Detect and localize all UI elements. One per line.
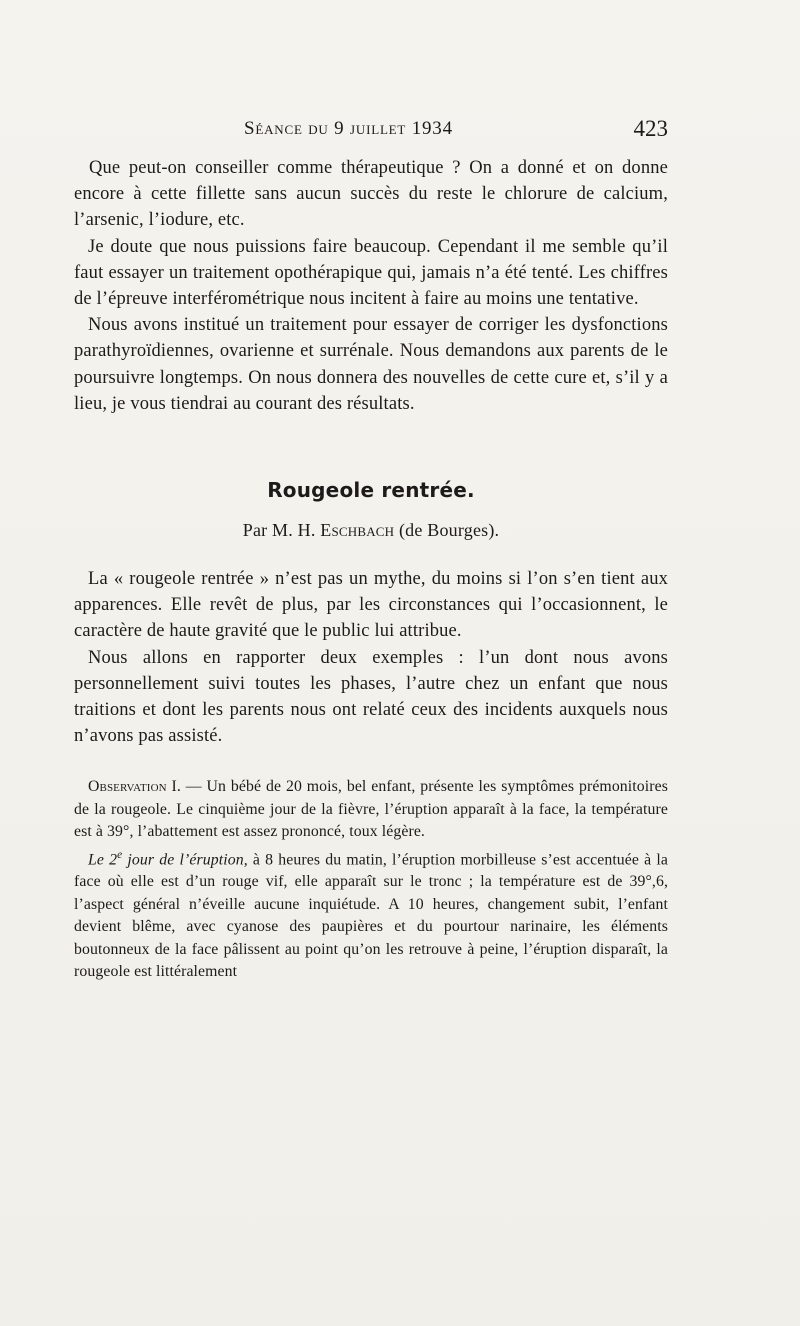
observation-day-prefix: Le 2 (88, 850, 118, 868)
byline-author: Eschbach (320, 520, 395, 541)
page-number: 423 (633, 116, 668, 141)
byline-affiliation: (de Bourges). (398, 520, 500, 541)
observation-day-paragraph (74, 844, 668, 984)
paragraph-therapeutique: Que peut-on conseiller comme thérapeutique ? On a donné et on donne encore à cette fillette sans aucun succès du reste le chlorure de calcium, l’arsenic, l’iodure, etc. (74, 158, 668, 231)
observation-day-sup: e (117, 848, 123, 861)
byline-prefix: Par M. H. (242, 520, 316, 541)
byline (74, 520, 668, 541)
observation-paragraph (74, 776, 668, 843)
paragraph-doute: Je doute que nous puissions faire beaucoup. Cependant il me semble qu’il faut essayer un traitement opothérapique qui, jamais n’a été tenté. Les chiffres de l’épreuve interférométrique nous incitent à faire au moins une tentative. (74, 236, 668, 310)
paragraph-rougeole-rentree: La « rougeole rentrée » n’est pas un mythe, du moins si l’on s’en tient aux apparences. Elle revêt de plus, par les circonstances qui l’occasionnent, le caractère de haute gravité que le public lui attribue. (74, 569, 668, 642)
page-header (74, 116, 668, 146)
page-content (74, 155, 668, 983)
paragraph-exemples: Nous allons en rapporter deux exemples : l’un dont nous avons personnellement suivi toutes les phases, l’autre chez un enfant que nous traitions et dont les parents nous ont relaté ceux des incidents auxquels nous n’avons pas assisté. (74, 647, 668, 747)
running-title: Séance du 9 juillet 1934 (244, 118, 453, 139)
observation-text: — Un bébé de 20 mois, bel enfant, présente les symptômes prémonitoires de la rougeole. Le cinquième jour de la fièvre, l’éruption apparaît à la face, la température est à 39°, l’abattement est assez prononcé, toux légère. (74, 778, 668, 841)
observation-day-italic: jour de l’éruption, (122, 850, 248, 868)
observation-block (74, 776, 668, 983)
observation-day-text: à 8 heures du matin, l’éruption morbilleuse s’est accentuée à la face où elle est d’un rouge vif, elle apparaît sur le tronc ; la température est de 39°,6, l’aspect général n’éveille aucune inquiétude. A 10 heures, changement subit, l’enfant devient blême, avec cyanose des paupières et du pourtour narinaire, les éléments boutonneux de la face pâlissent au point qu’on les retrouve à peine, l’éruption disparaît, la rougeole est littéralement (74, 850, 669, 980)
section-title: Rougeole rentrée. (267, 478, 475, 503)
paragraph-traitement: Nous avons institué un traitement pour essayer de corriger les dysfonctions parathyroïdiennes, ovarienne et surrénale. Nous demandons aux parents de le poursuivre longtemps. On nous donnera des nouvelles de cette cure et, s’il y a lieu, je vous tiendrai au courant des résultats. (74, 315, 668, 414)
observation-label: Observation I. (88, 778, 181, 796)
